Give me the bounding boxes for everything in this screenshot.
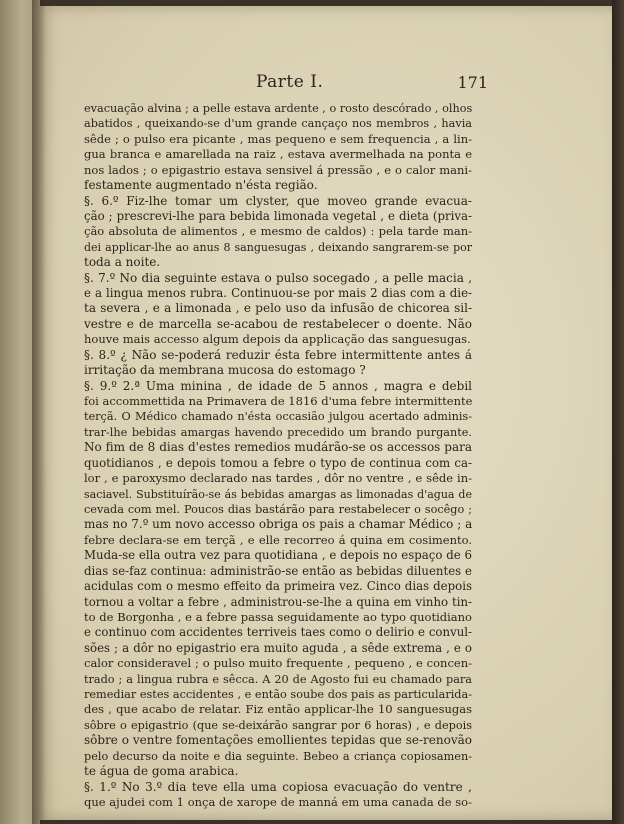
text-line: mas no 7.º um novo accesso obriga os pais a chamar Médico ; a	[84, 517, 473, 532]
text-line: No fim de 8 dias d'estes remedios mudárão-se os accessos para	[84, 440, 472, 455]
text-line: sôbre o epigastrio (que se-deixárão sangrar por 6 horas) , e depois	[84, 718, 472, 732]
text-line: trar-lhe bebidas amargas havendo precedido um brando purgante.	[84, 425, 472, 439]
text-line: calor consideravel ; o pulso muito frequente , pequeno , e concen-	[84, 656, 472, 671]
text-line: §. 1.º No 3.º dia teve ella uma copiosa evacuação do ventre ,	[84, 779, 472, 794]
text-line: §. 7.º No dia seguinte estava o pulso socegado , a pelle macia ,	[84, 270, 472, 285]
text-line: foi accommettida na Primavera de 1816 d'uma febre intermittente	[84, 394, 473, 409]
page-header	[96, 72, 488, 96]
text-line: acidulas com o mesmo effeito da primeira vez. Cinco dias depois	[84, 579, 472, 594]
text-line: nos lados ; o epigastrio estava sensivel á pressão , e o calor mani-	[84, 162, 472, 177]
text-line: lor , e paroxysmo declarado nas tardes , dôr no ventre , e sêde in-	[84, 471, 472, 486]
body-text	[84, 101, 472, 810]
text-line: ta severa , e a limonada , e pelo uso da infusão de chicorea sil-	[84, 301, 472, 316]
text-line: sôbre o ventre fomentações emollientes tepidas que se-renovão	[84, 733, 472, 748]
text-line: saciavel. Substituírão-se ás bebidas amargas as limonadas d'agua de	[84, 487, 472, 501]
text-line: §. 6.º Fiz-lhe tomar um clyster, que moveo grande evacua-	[84, 193, 472, 208]
text-line: febre declara-se em terçã , e elle recorreo á quina em cosimento.	[84, 532, 472, 547]
scan-border	[612, 0, 624, 824]
text-line: §. 9.º 2.ª Uma minina , de idade de 5 annos , magra e debil	[84, 378, 472, 393]
text-line: evacuação alvina ; a pelle estava ardente , o rosto descórado , olhos	[84, 102, 473, 115]
page-number: 171	[457, 73, 488, 92]
text-line: sêde ; o pulso era picante , mas pequeno e sem frequencia , a lin-	[84, 131, 472, 146]
text-line: toda a noite.	[84, 255, 161, 270]
text-line: quotidianos , e depois tomou a febre o typo de continua com ca-	[84, 455, 472, 470]
text-line: te água de goma arabica.	[84, 764, 239, 779]
book-gutter-shadow	[32, 0, 46, 824]
text-line: trado ; a lingua rubra e sêcca. A 20 de Agosto fui eu chamado para	[84, 672, 472, 686]
text-line: to de Borgonha , e a febre passa seguidamente ao typo quotidiano	[84, 609, 472, 624]
text-line: abatidos , queixando-se d'um grande cançaço nos membros , havia	[84, 117, 472, 131]
text-line: terçã. O Médico chamado n'ésta occasião julgou acertado adminis-	[84, 410, 472, 424]
text-line: e a lingua menos rubra. Continuou-se por mais 2 dias com a die-	[84, 286, 472, 301]
text-line: festamente augmentado n'ésta região.	[84, 178, 318, 193]
running-title: Parte I.	[256, 72, 324, 92]
text-line: que ajudei com 1 onça de xarope de manná em uma canada de so-	[84, 794, 472, 809]
text-line: gua branca e amarellada na raiz , estava avermelhada na ponta e	[84, 147, 472, 162]
text-line: pelo decurso da noite e dia seguinte. Bebeo a criança copiosamen-	[84, 749, 472, 763]
text-line: cevada com mel. Poucos dias bastárão para restabelecer o socêgo ;	[84, 502, 472, 516]
text-line: dei applicar-lhe ao anus 8 sanguesugas , deixando sangrarem-se por	[84, 240, 472, 254]
text-line: ção ; prescrevi-lhe para bebida limonada vegetal , e dieta (priva-	[84, 208, 472, 223]
text-line: vestre e de marcella se-acabou de restabelecer o doente. Não	[84, 316, 472, 331]
text-line: des , que acabo de relatar. Fiz então applicar-lhe 10 sanguesugas	[84, 702, 472, 717]
text-line: ção absoluta de alimentos , e mesmo de caldos) : pela tarde man-	[84, 224, 472, 239]
text-line: houve mais accesso algum depois da applicação das sanguesugas.	[84, 332, 471, 347]
text-line: Muda-se ella outra vez para quotidiana , e depois no espaço de 6	[84, 548, 472, 563]
text-line: e continuo com accidentes terriveis taes como o delirio e convul-	[84, 625, 472, 640]
text-line: irritação da membrana mucosa do estomago ?	[84, 363, 366, 378]
text-line: remediar estes accidentes , e então soube dos pais as particularida-	[84, 688, 472, 702]
text-line: sões ; a dôr no epigastrio era muito aguda , a sêde extrema , e o	[84, 640, 472, 655]
text-line: §. 8.º ¿ Não se-poderá reduzir ésta febre intermittente antes á	[84, 347, 472, 362]
text-line: dias se-faz continua: administrão-se então as bebidas diluentes e	[84, 563, 472, 578]
text-line: tornou a voltar a febre , administrou-se-lhe a quina em vinho tin-	[84, 594, 472, 609]
